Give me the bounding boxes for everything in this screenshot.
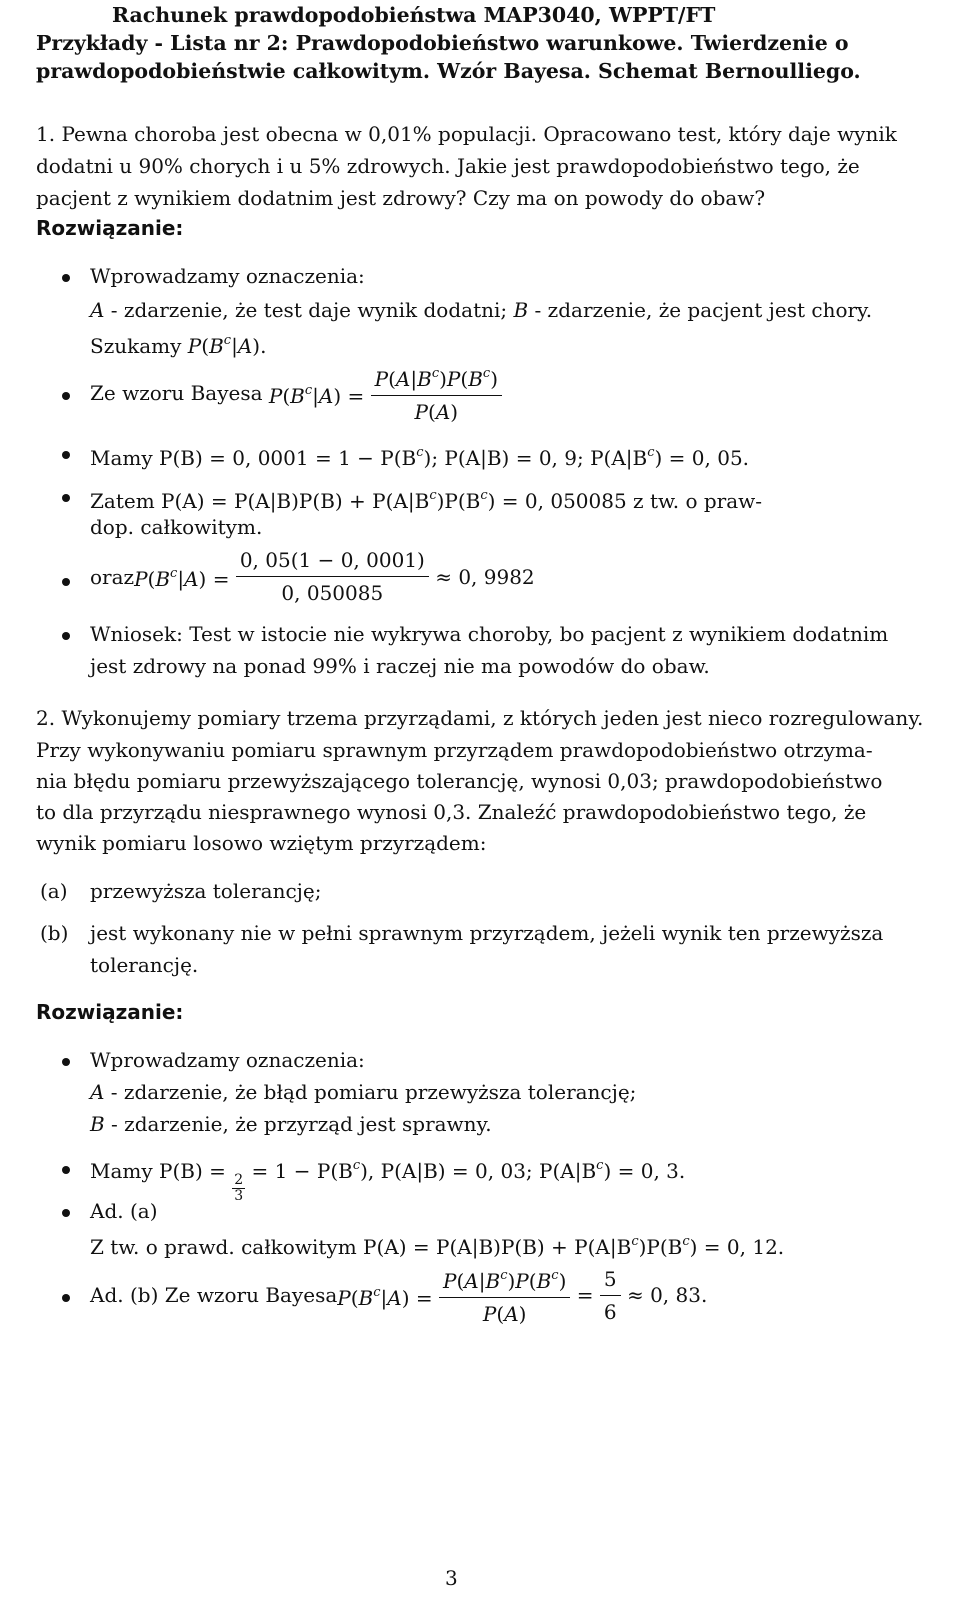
header-line-2: Przykłady - Lista nr 2: Prawdopodobieństwo warunkowe. Twierdzenie o [36, 31, 849, 55]
p1-bullet-4-line-1: Zatem $P(A) = P(A|B)P(B) + P(A|B^c)P(B^c) = 0$, 050085 z tw. o praw- [90, 488, 763, 513]
p2-notation-line-1: Wprowadzamy oznaczenia: [90, 1048, 365, 1072]
p2-notation-line-2: A - zdarzenie, że błąd pomiaru przewyższa tolerancję; [90, 1080, 637, 1104]
problem-2-line-2: Przy wykonywaniu pomiaru sprawnym przyrządem prawdopodobieństwo otrzyma- [36, 738, 873, 762]
bullet-icon [62, 1209, 70, 1217]
solution-label-1: Rozwiązanie: [36, 216, 184, 240]
p2-ad-a-label: Ad. (a) [90, 1199, 158, 1223]
p1-bullet-3: Mamy P(B) = 0, $0001 = 1 - P(B^c)$; P(A|B) = 0, 9; $P(A|B^c) = 0$, 05. [90, 445, 750, 470]
problem-2-line-5: wynik pomiaru losowo wziętym przyrządem: [36, 831, 487, 855]
bullet-icon [62, 1294, 70, 1302]
page-number: 3 [445, 1566, 458, 1590]
header-line-3: prawdopodobieństwie całkowitym. Wzór Bayesa. Schemat Bernoulliego. [36, 59, 861, 83]
problem-1-line-3: pacjent z wynikiem dodatnim jest zdrowy? Czy ma on powody do obaw? [36, 186, 766, 210]
p1-conclusion-line-1: Wniosek: Test w istocie nie wykrywa choroby, bo pacjent z wynikiem dodatnim [90, 622, 889, 646]
bullet-icon [62, 1058, 70, 1066]
item-b-text-line-1: jest wykonany nie w pełni sprawnym przyrządem, jeżeli wynik ten przewyższa [90, 921, 884, 945]
item-a-text: przewyższa tolerancję; [90, 879, 322, 903]
item-b-text-line-2: tolerancję. [90, 953, 199, 977]
p2-bullet-2: Mamy P(B) = $\frac{2}{3}$ = $1 - P(B^c)$, P(A|B) = 0, 03; $P(A|B^c) = 0$, 3. [90, 1158, 686, 1204]
item-b-label: (b) [40, 921, 69, 945]
problem-1-line-1: 1. Pewna choroba jest obecna w 0,01% populacji. Opracowano test, który daje wynik [36, 122, 897, 146]
p1-bullet-5: oraz $P(B^c|A)$ = $\frac{0, 05(1 - 0, 0001)}{0, 050085}$ ≈ 0, 9982 [90, 548, 535, 605]
p1-bayes-formula: Ze wzoru Bayesa $P(B^c|A)$ = $\frac{P(A|B^c)P(B^c)}{P(A)}$ [90, 360, 502, 426]
bullet-icon [62, 392, 70, 400]
p2-bayes-result: Ad. (b) Ze wzoru Bayesa $P(B^c|A)$ = $\frac{P(A|B^c)P(B^c)}{P(A)}$ = $\frac{5}{6}$ ≈ 0, 83. [90, 1262, 707, 1328]
p1-conclusion-line-2: jest zdrowy na ponad 99% i raczej nie ma powodów do obaw. [90, 654, 710, 678]
bullet-icon [62, 1166, 70, 1174]
p1-bullet-1-line-1: Wprowadzamy oznaczenia: [90, 264, 365, 288]
p1-bullet-1-line-3: Szukamy $P(B^c|A)$. [90, 333, 267, 358]
p1-bullet-4-line-2: dop. całkowitym. [90, 515, 263, 539]
problem-2-line-4: to dla przyrządu niesprawnego wynosi 0,3. Znaleźć prawdopodobieństwo tego, że [36, 800, 867, 824]
solution-label-2: Rozwiązanie: [36, 1000, 184, 1024]
bullet-icon [62, 451, 70, 459]
bullet-icon [62, 494, 70, 502]
problem-2-line-3: nia błędu pomiaru przewyższającego tolerancję, wynosi 0,03; prawdopodobieństwo [36, 769, 883, 793]
bullet-icon [62, 274, 70, 282]
problem-2-line-1: 2. Wykonujemy pomiary trzema przyrządami, z których jeden jest nieco rozregulowany. [36, 706, 924, 730]
header-line-1: Rachunek prawdopodobieństwa MAP3040, WPPT/FT [112, 3, 716, 27]
bullet-icon [62, 632, 70, 640]
p1-bullet-1-line-2: A - zdarzenie, że test daje wynik dodatni; B - zdarzenie, że pacjent jest chory. [90, 298, 873, 322]
p2-notation-line-3: B - zdarzenie, że przyrząd jest sprawny. [90, 1112, 492, 1136]
p2-total-probability: Z tw. o prawd. całkowitym $P(A) = P(A|B)P(B) + P(A|B^c)P(B^c) = 0$, 12. [90, 1234, 785, 1259]
bullet-icon [62, 578, 70, 586]
problem-1-line-2: dodatni u 90% chorych i u 5% zdrowych. Jakie jest prawdopodobieństwo tego, że [36, 154, 860, 178]
item-a-label: (a) [40, 879, 68, 903]
